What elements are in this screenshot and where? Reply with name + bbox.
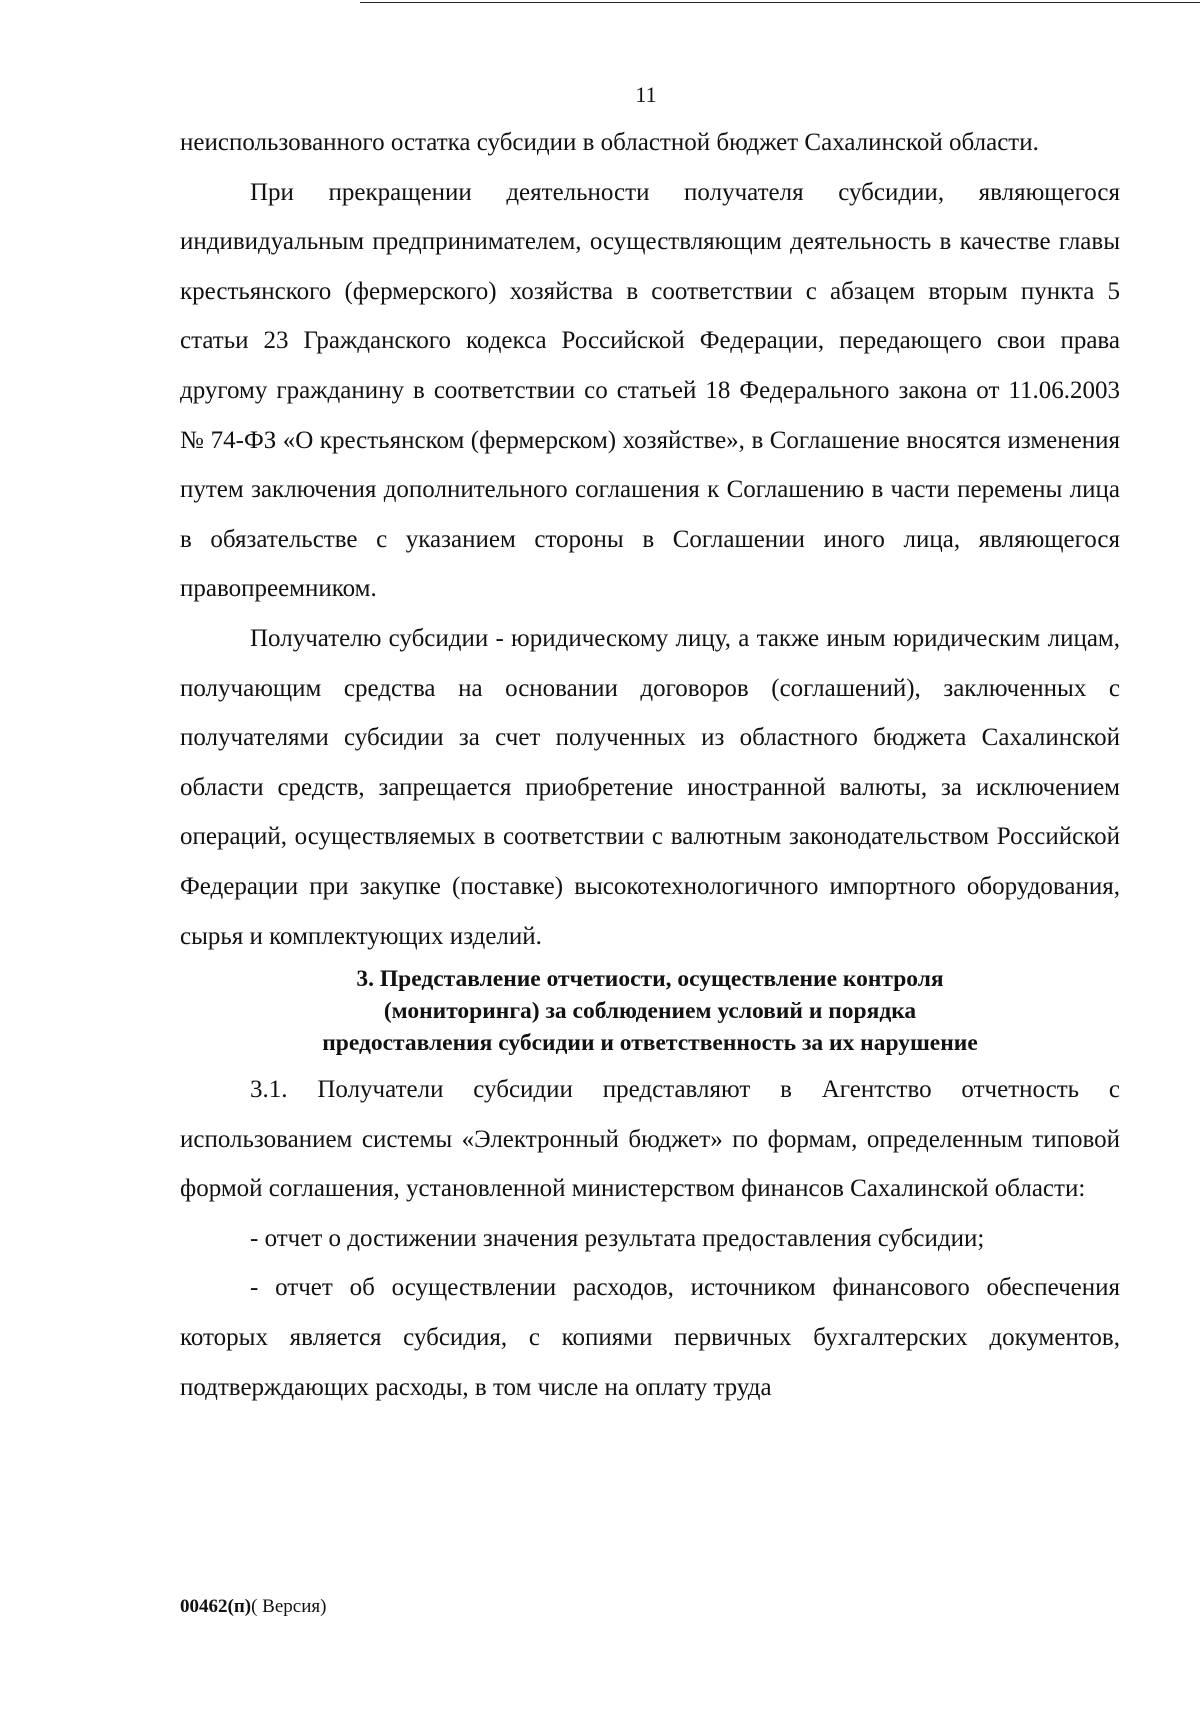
footer-version: ( Версия) <box>251 1596 327 1617</box>
top-rule <box>360 2 1200 3</box>
paragraph-continuation: неиспользованного остатка субсидии в областной бюджет Сахалинской области. <box>180 129 1039 156</box>
section-heading-line-2: (мониторинга) за соблюдением условий и порядка <box>383 998 917 1025</box>
page-number: 11 <box>635 82 657 107</box>
section-heading <box>180 961 1120 1065</box>
paragraph-termination-of-activity: При прекращении деятельности получателя субсидии, являющегося индивидуальным предпринимателем, осуществляющим деятельность в качестве главы крестьянского (фермерского) хозяйства в соответствии с абзацем вторым пункта 5 статьи 23 Гражданского кодекса Российской Федерации, передающего свои права другому гражданину в соответствии со статьей 18 Федерального закона от 11.06.2003 № 74-ФЗ «О крестьянском (фермерском) хозяйстве», в Соглашение вносятся изменения путем заключения дополнительного соглашения к Соглашению в части перемены лица в обязательстве с указанием стороны в Соглашении иного лица, являющегося правопреемником. <box>180 178 1120 603</box>
paragraph-3-1: 3.1. Получатели субсидии представляют в Агентство отчетность с использованием системы «Электронный бюджет» по формам, определенным типовой формой соглашения, установленной министерством финансов Сахалинской области: <box>180 1076 1120 1203</box>
footer-document-code: 00462(п) <box>180 1596 252 1617</box>
section-heading-line-1: 3. Представление отчетиости, осуществление контроля <box>356 966 944 993</box>
paragraph-currency-restriction: Получателю субсидии - юридическому лицу, а также иным юридическим лицам, получающим средства на основании договоров (соглашений), заключенных с получателями субсидии за счет полученных из областного бюджета Сахалинской области средств, запрещается приобретение иностранной валюты, за исключением операций, осуществляемых в соответствии с валютным законодательством Российской Федерации при закупке (поставке) высокотехнологичного импортного оборудования, сырья и комплектующих изделий. <box>180 624 1120 950</box>
list-item-expense-report: - отчет об осуществлении расходов, источником финансового обеспечения которых является субсидия, с копиями первичных бухгалтерских документов, подтверждающих расходы, в том числе на оплату труда <box>180 1274 1120 1401</box>
document-footer <box>180 1596 326 1618</box>
document-body <box>180 118 1120 1412</box>
section-heading-line-3: предоставления субсидии и ответственность за их нарушение <box>322 1030 978 1057</box>
list-item-result-report: - отчет о достижении значения результата предоставления субсидии; <box>250 1224 985 1252</box>
